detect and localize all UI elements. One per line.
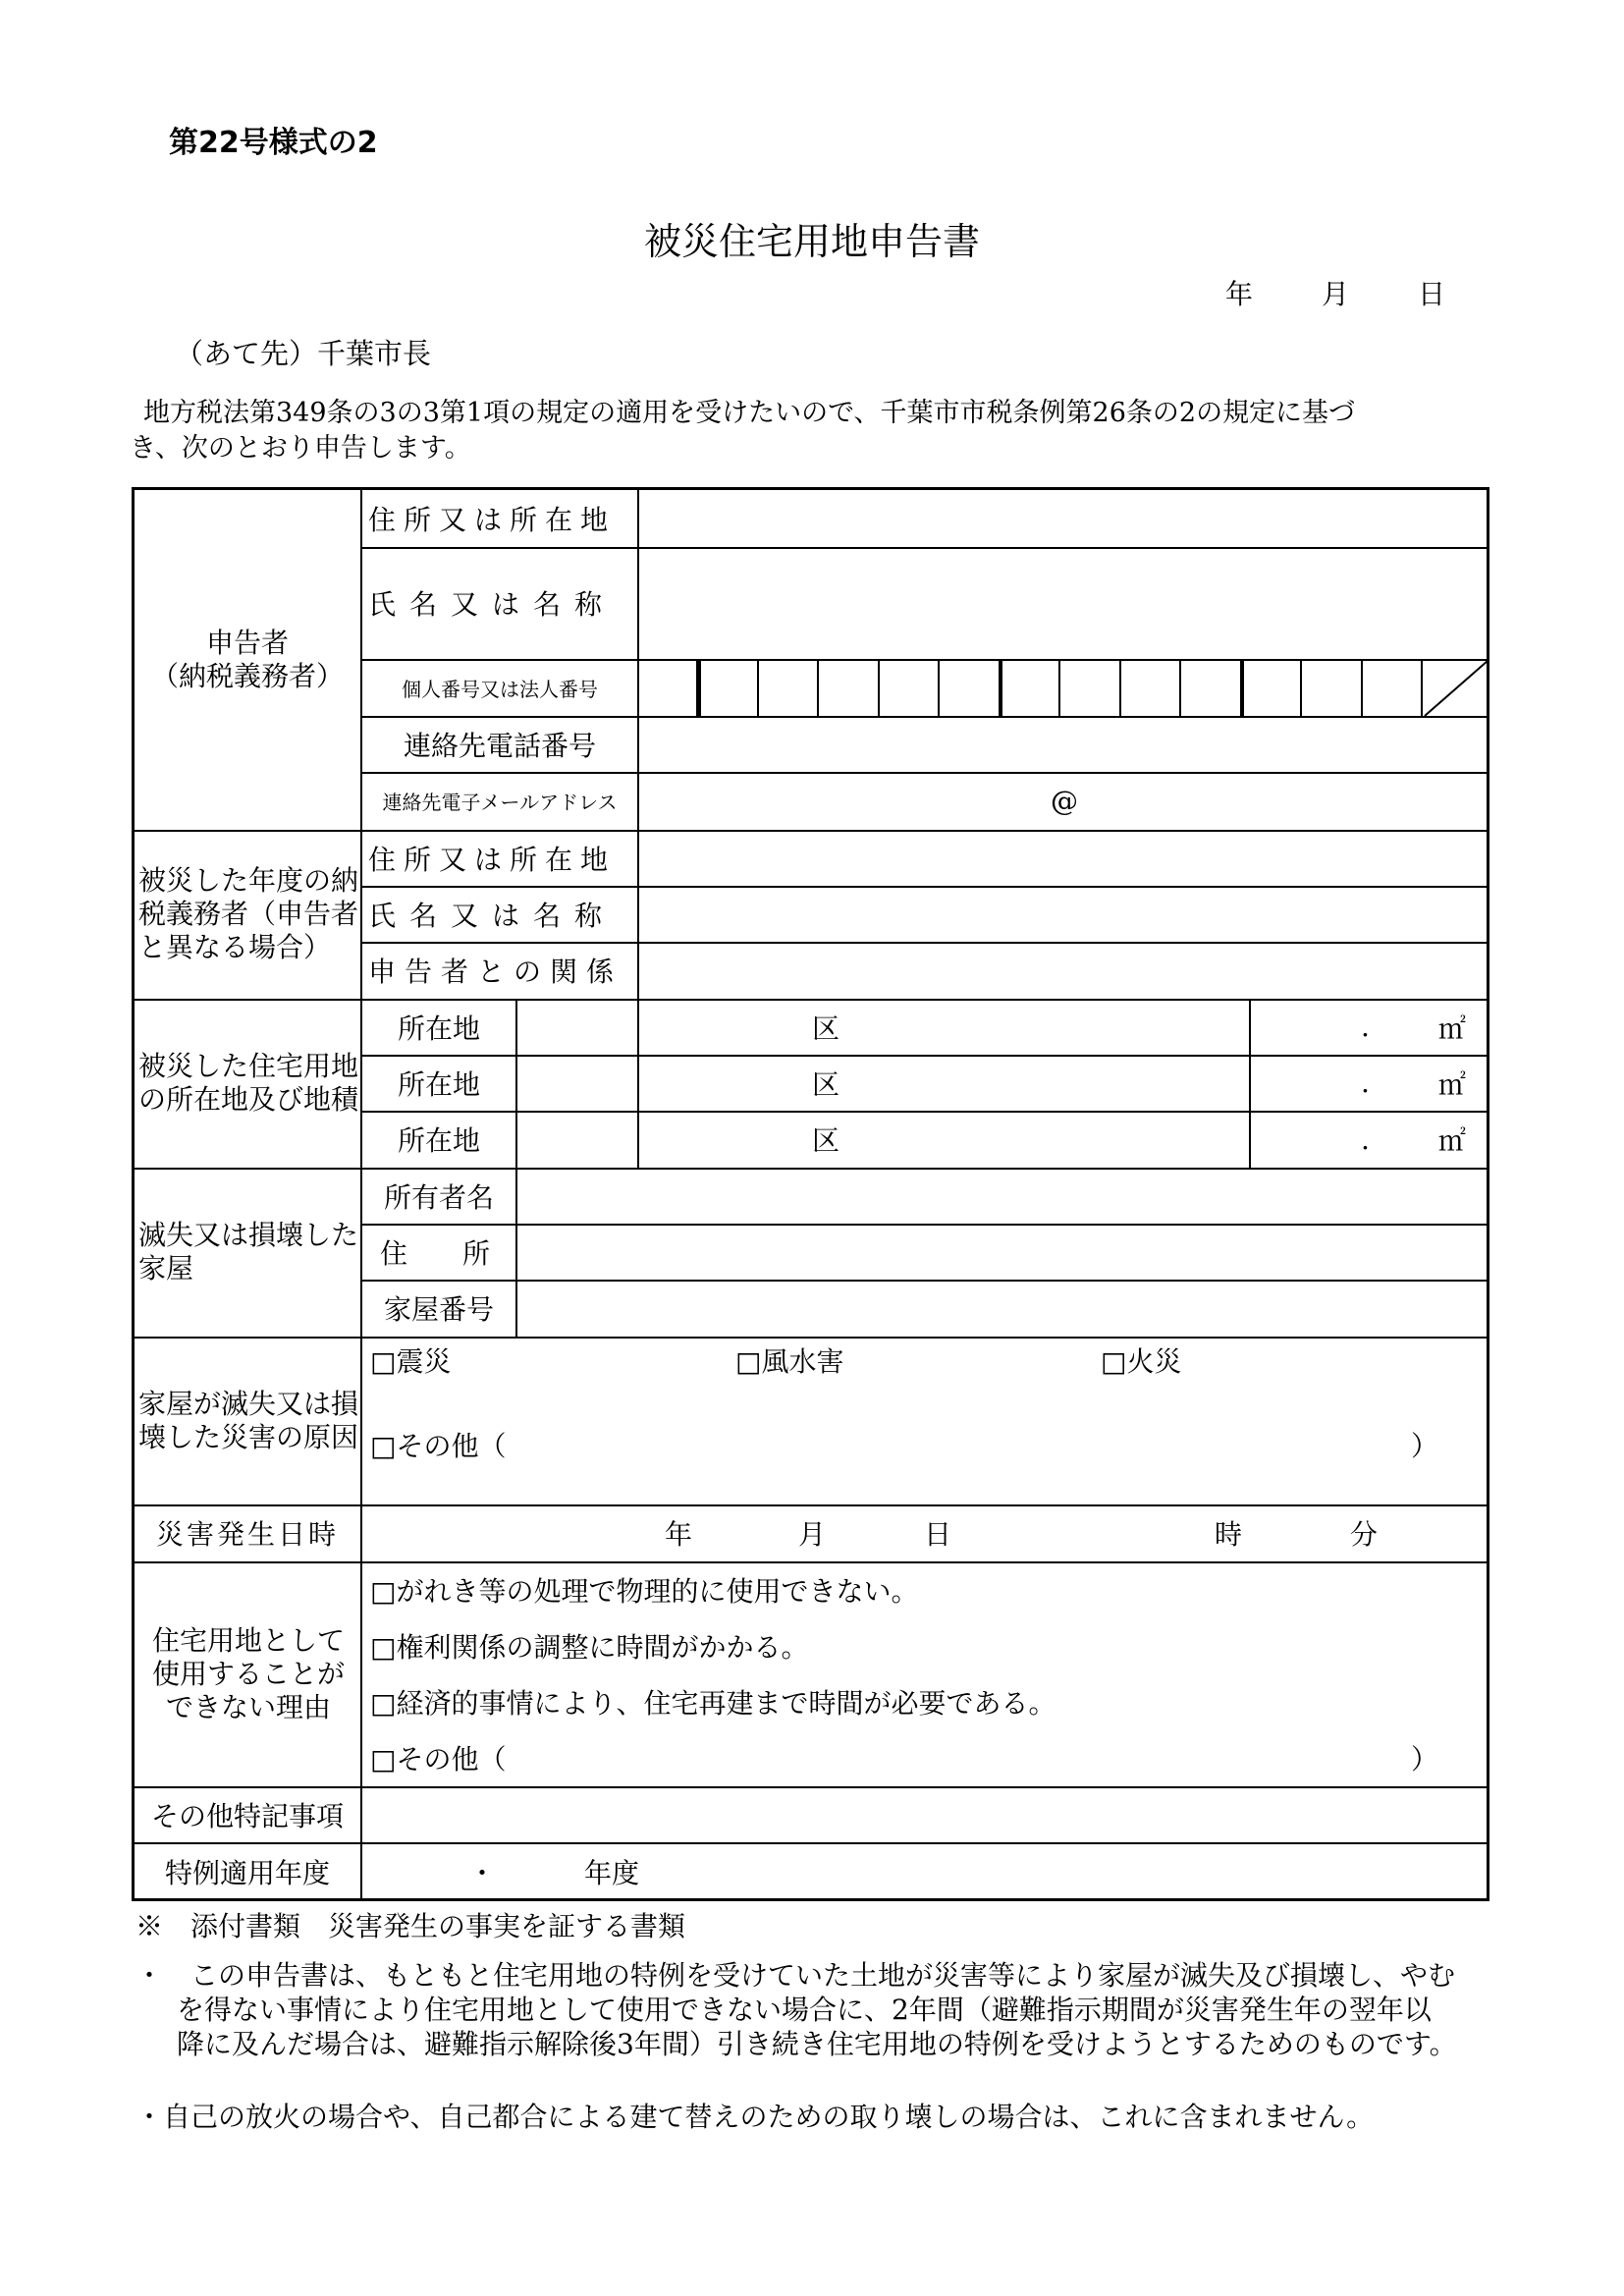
cause-earthquake-checkbox[interactable]: □震災 (370, 1345, 452, 1378)
declarant-phone-field[interactable] (639, 716, 1489, 772)
taxpayer-relation-label: 申告者との関係 (368, 956, 623, 988)
declarant-id-field[interactable] (639, 659, 1489, 716)
dt-minute: 分 (1350, 1518, 1379, 1551)
land-location-field-1[interactable] (517, 999, 1249, 1055)
land-area-field-1[interactable] (1251, 999, 1489, 1055)
dt-hour: 時 (1215, 1518, 1243, 1551)
ward-label-3: 区 (812, 1124, 840, 1157)
sqm-unit-1: ㎡ (1437, 1011, 1466, 1045)
declaration-table (132, 487, 1489, 1901)
note-1-line-3: 降に及んだ場合は、避難指示解除後3年間）引き続き住宅用地の特例を受けようとするためのものです。 (177, 2028, 1457, 2060)
dt-year: 年 (665, 1518, 693, 1551)
house-address-field[interactable] (517, 1224, 1489, 1280)
sqm-unit-2: ㎡ (1437, 1067, 1466, 1101)
note-2: ・自己の放火の場合や、自己都合による建て替えのための取り壊しの場合は、これに含まれません。 (135, 2101, 1375, 2133)
land-area-field-2[interactable] (1251, 1055, 1489, 1111)
intro-line-1: 地方税法第349条の3の3第1項の規定の適用を受けたいので、千葉市市税条例第26条の2の規定に基づ (143, 398, 1356, 428)
declarant-email-label: 連絡先電子メールアドレス (382, 791, 618, 814)
remarks-field[interactable] (362, 1786, 1489, 1842)
note-1-line-2: を得ない事情により住宅用地として使用できない場合に、2年間（避難指示期間が災害発生年の翌年以 (177, 1994, 1432, 2026)
land-section-label: 被災した住宅用地の所在地及び地積 (138, 1050, 359, 1116)
ward-label-1: 区 (812, 1011, 840, 1045)
declarant-section-label (135, 490, 360, 830)
taxpayer-section-label: 被災した年度の納税義務者（申告者と異なる場合） (138, 864, 359, 963)
taxpayer-name-label: 氏名又は名称 (368, 899, 617, 932)
fiscal-year-label: 特例適用年度 (164, 1857, 330, 1889)
house-address-label (362, 1224, 515, 1280)
declarant-address-label: 住所又は所在地 (368, 504, 617, 536)
area-dot-1: . (1361, 1011, 1370, 1043)
declarant-address-field[interactable] (639, 490, 1489, 547)
declarant-section-line2: （納税義務者） (150, 660, 344, 692)
date-line (1225, 273, 1445, 312)
addressee: （あて先）千葉市長 (175, 337, 432, 370)
land-location-label-1: 所在地 (397, 1011, 480, 1045)
date-month-label: 月 (1322, 278, 1350, 310)
ward-label-2: 区 (812, 1067, 840, 1101)
remarks-label: その他特記事項 (150, 1799, 344, 1832)
reason-debris-checkbox[interactable]: □がれき等の処理で物理的に使用できない。 (370, 1575, 919, 1608)
taxpayer-name-field[interactable] (639, 886, 1489, 942)
dt-month: 月 (798, 1518, 827, 1551)
reason-section-label: 住宅用地として使用することができない理由 (151, 1623, 345, 1723)
reason-other-checkbox[interactable]: □その他（ (370, 1743, 507, 1776)
declarant-section-line1: 申告者 (205, 627, 289, 659)
taxpayer-address-field[interactable] (639, 830, 1489, 886)
fiscal-year-suffix: 年度 (584, 1857, 640, 1889)
land-location-field-3[interactable] (517, 1111, 1249, 1168)
note-1-line-1: ・ この申告書は、もともと住宅用地の特例を受けていた土地が災害等により家屋が滅失及び損壊し、やむ (135, 1959, 1456, 1992)
land-location-label-2: 所在地 (397, 1067, 480, 1101)
email-at-sign: @ (1051, 785, 1078, 817)
sqm-unit-3: ㎡ (1437, 1124, 1466, 1157)
cause-storm-flood-checkbox[interactable]: □風水害 (735, 1345, 844, 1378)
area-dot-2: . (1361, 1066, 1370, 1099)
taxpayer-relation-field[interactable] (639, 942, 1489, 999)
land-location-label-3: 所在地 (397, 1124, 480, 1157)
house-address-label-b: 所 (462, 1236, 491, 1270)
house-owner-field[interactable] (517, 1168, 1489, 1224)
declarant-phone-label: 連絡先電話番号 (403, 729, 596, 762)
taxpayer-address-label: 住所又は所在地 (368, 843, 617, 876)
fiscal-year-field[interactable] (362, 1842, 1489, 1901)
note-1 (135, 1958, 1490, 2061)
area-dot-3: . (1361, 1122, 1370, 1156)
cause-fire-checkbox[interactable]: □火災 (1101, 1345, 1182, 1378)
disaster-datetime-label: 災害発生日時 (155, 1518, 339, 1551)
house-section-label: 滅失又は損壊した家屋 (138, 1219, 359, 1285)
intro-line-2: き、次のとおり申告します。 (130, 433, 471, 464)
cause-other-close: ） (1411, 1430, 1439, 1462)
date-year-label: 年 (1225, 278, 1254, 310)
declarant-name-field[interactable] (639, 547, 1489, 659)
house-number-label: 家屋番号 (383, 1293, 494, 1326)
disaster-datetime-field[interactable] (362, 1504, 1489, 1561)
house-address-label-a: 住 (380, 1236, 408, 1270)
declarant-id-label: 個人番号又は法人番号 (402, 677, 598, 701)
reason-economic-checkbox[interactable]: □経済的事情により、住宅再建まで時間が必要である。 (370, 1687, 1056, 1720)
house-owner-label: 所有者名 (383, 1180, 494, 1214)
form-number: 第22号様式の2 (169, 126, 378, 160)
declarant-name-label: 氏名又は名称 (368, 588, 617, 621)
land-area-field-3[interactable] (1251, 1111, 1489, 1168)
cause-section-label: 家屋が滅失又は損壊した災害の原因 (138, 1387, 359, 1453)
fiscal-year-dot: ・ (468, 1857, 497, 1889)
dt-day: 日 (924, 1518, 952, 1551)
reason-other-close: ） (1411, 1743, 1439, 1776)
land-location-field-2[interactable] (517, 1055, 1249, 1111)
cause-other-checkbox[interactable]: □その他（ (370, 1430, 507, 1462)
declarant-email-field[interactable] (639, 772, 1489, 830)
page-title: 被災住宅用地申告書 (643, 220, 980, 263)
reason-rights-checkbox[interactable]: □権利関係の調整に時間がかかる。 (370, 1631, 809, 1664)
date-day-label: 日 (1418, 278, 1446, 310)
attachment-note: ※ 添付書類 災害発生の事実を証する書類 (135, 1910, 686, 1942)
intro-text (130, 396, 1485, 466)
house-number-field[interactable] (517, 1280, 1489, 1337)
